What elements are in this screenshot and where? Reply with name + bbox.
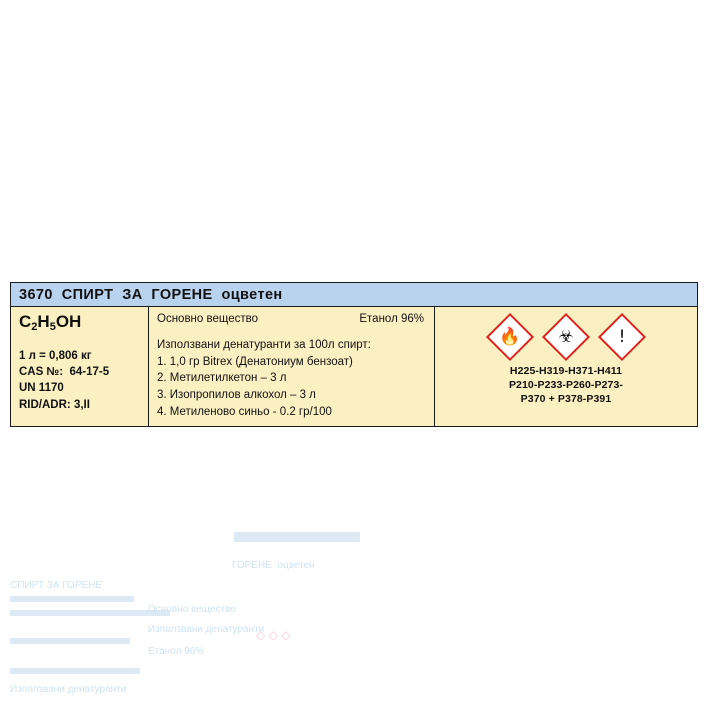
artifact-bar [10,668,140,674]
artifact-text: Използвани денатуранти [148,624,265,635]
list-item: 4. Метиленово синьо - 0.2 гр/100 [157,405,332,418]
artifact-text: Основно вещество [148,604,236,615]
hazard-statement-line: H225-H319-H371-H411 [509,365,623,377]
identification-column [11,307,149,426]
health-hazard-icon: ☣ [558,326,574,347]
card-header [11,283,697,307]
artifact-bar [10,596,134,602]
artifact-text: ГОРЕНЕ оцветен [232,560,315,571]
precautionary-statement-line-1: P210-P233-P260-P273- [508,378,624,391]
artifact-bar [234,532,360,542]
chemical-formula: $C_2H_5OH$ [19,312,82,333]
substance-value: Етанол 96% [359,313,424,325]
cas-number-line: CAS №: 64-17-5 [19,366,110,379]
artifact-text: Използвани денатуранти [10,684,127,695]
card-body [11,307,697,426]
list-item: 3. Изопропилов алкохол – 3 л [157,389,316,402]
health-hazard-pictogram [542,313,590,361]
artifact-pictogram-outline: ◇ ◇ ◇ [256,628,291,642]
flammable-pictogram [486,313,534,361]
denaturants-title: Използвани денатуранти за 100л спирт: [157,339,371,351]
rid-adr-line: RID/ADR: 3,II [19,398,90,411]
flame-icon: 🔥 [499,326,521,347]
density-line: 1 л = 0,806 кг [19,349,92,362]
composition-column [149,307,435,426]
substance-info-card [10,282,698,427]
denaturants-list [157,354,426,421]
artifact-text: СПИРТ ЗА ГОРЕНЕ [10,580,103,591]
artifact-bar [10,610,170,616]
precautionary-statement-line-2: P370 + P378-P391 [520,392,612,405]
card-title: 3670 СПИРТ ЗА ГОРЕНЕ оцветен [19,286,283,303]
artifact-bar [10,638,130,644]
exclamation-icon: ! [618,326,626,347]
list-item: 2. Метилетилкетон – 3 л [157,372,287,385]
hazard-column [435,307,697,426]
artifact-text: Етанол 96% [148,646,205,657]
exclamation-mark-pictogram [598,313,646,361]
list-item: 1. 1,0 гр Bitrex (Денатониум бензоат) [157,355,353,368]
pictogram-row [441,313,691,361]
substance-label: Основно вещество [157,313,258,325]
un-number-line: UN 1170 [19,382,64,395]
substance-row [157,313,426,325]
